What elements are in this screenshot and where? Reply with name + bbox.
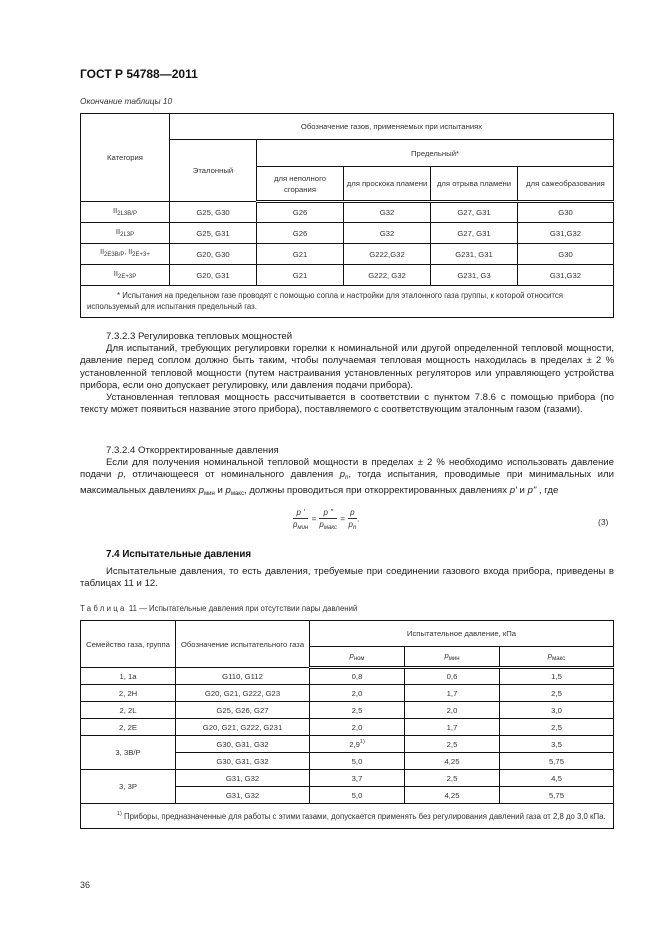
p-max-cell: 3,0 xyxy=(500,702,614,719)
table-row xyxy=(81,685,614,702)
p-min-cell: 2,5 xyxy=(405,736,500,753)
header-p-min xyxy=(405,647,500,668)
category-base: II xyxy=(100,249,105,256)
equals-sign: = xyxy=(311,514,317,524)
numerator: p " xyxy=(319,508,337,519)
period: . xyxy=(357,514,360,524)
table-row xyxy=(81,223,614,244)
p-nom-cell: 2,5 xyxy=(310,702,405,719)
header-incomplete-combustion: для неполного сгорания xyxy=(257,167,344,202)
header-limit: Предельный* xyxy=(257,140,614,167)
symbol-sub: мин xyxy=(297,525,309,531)
gas-cell: G31, G32 xyxy=(176,787,310,804)
symbol-sub: макс xyxy=(230,490,244,497)
header-family: Семейство газа, группа xyxy=(81,621,176,668)
text-run: и xyxy=(516,484,528,496)
header-pressure: Испытательное давление, кПа xyxy=(310,621,614,647)
table-11-caption xyxy=(80,604,357,613)
table-row xyxy=(81,202,614,223)
gas-cell: G30, G31, G32 xyxy=(176,753,310,770)
header-gas: Обозначение испытательного газа xyxy=(176,621,310,668)
gas-cell: G110, G112 xyxy=(176,668,310,685)
family-cell: 2, 2L xyxy=(81,702,176,719)
category-sub: 2E+3+ xyxy=(132,252,150,258)
denominator xyxy=(348,519,356,531)
section-7-4-paragraph: Испытательные давления, то есть давления, требуемые при соединении газового входа прибора, приведены в таблицах 11 и 12. xyxy=(80,566,614,590)
caption-text: 11 — Испытательные давления при отсутствии пары давлений xyxy=(126,604,358,613)
p-min-cell: 0,6 xyxy=(405,668,500,685)
symbol-p: p xyxy=(348,520,353,529)
flashback-cell: G222, G32 xyxy=(344,265,431,286)
symbol-sub: n xyxy=(345,475,349,482)
symbol-p-prime: p' xyxy=(509,484,517,496)
text-run: , должны проводиться при откорректированных давлениях xyxy=(243,484,510,496)
table-row xyxy=(81,770,614,787)
footnote-text: Приборы, предназначенные для работы с этими газами, допускается применять без регулирования давлений газа от 2,8 до 3,0 кПа. xyxy=(121,812,606,821)
table-row xyxy=(81,265,614,286)
symbol-p: p xyxy=(339,469,346,481)
symbol-p: p xyxy=(293,520,298,529)
symbol-sub: макс xyxy=(323,525,338,531)
section-heading: 7.3.2.4 Откорректированные давления xyxy=(106,445,279,456)
text-run: , тогда испытания, проводимые при минимальных или максимальных давлениях xyxy=(80,469,614,496)
symbol-p: p xyxy=(198,484,204,496)
incomplete-cell: G26 xyxy=(257,202,344,223)
denominator xyxy=(319,519,337,531)
p-min-cell: 4,25 xyxy=(405,787,500,804)
gas-cell: G20, G21, G222, G23 xyxy=(176,685,310,702)
document-header: ГОСТ Р 54788—2011 xyxy=(80,67,198,81)
p-max-cell: 2,5 xyxy=(500,719,614,736)
reference-cell: G20, G31 xyxy=(170,265,257,286)
section-7-3-2-3 xyxy=(80,331,614,416)
reference-cell: G25, G30 xyxy=(170,202,257,223)
symbol-sub: ном xyxy=(353,656,365,662)
gas-cell: G25, G26, G27 xyxy=(176,702,310,719)
family-cell: 1, 1a xyxy=(81,668,176,685)
numerator: p ' xyxy=(293,508,308,519)
table-row xyxy=(81,719,614,736)
category-sub: 2L3B/P xyxy=(117,210,137,217)
symbol-p: p xyxy=(117,469,124,481)
p-nom-cell: 0,8 xyxy=(310,668,405,685)
fraction xyxy=(348,508,356,531)
symbol-sub: мин xyxy=(448,656,460,662)
table-11 xyxy=(80,620,614,829)
table-footnote: * Испытания на предельном газе проводят с помощью сопла и настройки для эталонного газа группы, к которой относится используемый для испытания предельный газ. xyxy=(81,286,614,318)
table-row xyxy=(81,736,614,753)
soot-cell: G30 xyxy=(518,202,614,223)
gas-cell: G31, G32 xyxy=(176,770,310,787)
formula-3 xyxy=(292,508,360,531)
reference-cell: G25, G31 xyxy=(170,223,257,244)
flashback-cell: G32 xyxy=(344,223,431,244)
soot-cell: G31,G32 xyxy=(518,223,614,244)
lift-cell: G231, G3 xyxy=(431,265,518,286)
value: 2,9 xyxy=(349,740,360,749)
p-nom-cell xyxy=(310,736,405,753)
incomplete-cell: G26 xyxy=(257,223,344,244)
denominator xyxy=(293,519,308,531)
table-10 xyxy=(80,113,614,318)
symbol-sub: мин xyxy=(203,490,215,497)
symbol-sub: макс xyxy=(552,656,566,662)
p-nom-cell: 2,0 xyxy=(310,685,405,702)
reference-cell: G20, G30 xyxy=(170,244,257,265)
p-min-cell: 1,7 xyxy=(405,719,500,736)
p-nom-cell: 5,0 xyxy=(310,753,405,770)
category-cell xyxy=(81,223,170,244)
category-sub: 2E3B/P xyxy=(104,252,125,258)
soot-cell: G30 xyxy=(518,244,614,265)
table-row xyxy=(81,244,614,265)
caption-prefix: Таблица xyxy=(80,604,127,613)
p-nom-cell: 2,0 xyxy=(310,719,405,736)
section-7-3-2-4 xyxy=(80,445,614,500)
p-max-cell: 2,5 xyxy=(500,685,614,702)
gas-cell: G20, G21, G222, G231 xyxy=(176,719,310,736)
symbol-p: p xyxy=(349,651,354,660)
p-nom-cell: 5,0 xyxy=(310,787,405,804)
lift-cell: G27, G31 xyxy=(431,202,518,223)
p-min-cell: 1,7 xyxy=(405,685,500,702)
equals-sign: = xyxy=(340,514,345,524)
paragraph xyxy=(80,457,614,500)
header-flashback: для проскока пламени xyxy=(344,167,431,202)
family-cell: 3, 3P xyxy=(81,770,176,804)
header-gas-designation: Обозначение газов, применяемых при испытаниях xyxy=(170,114,614,140)
symbol-p: p xyxy=(547,651,553,660)
footnote-ref: 1) xyxy=(359,739,365,745)
header-flame-lift: для отрыва пламени xyxy=(431,167,518,202)
p-max-cell: 5,75 xyxy=(500,787,614,804)
p-max-cell: 5,75 xyxy=(500,753,614,770)
lift-cell: G231, G31 xyxy=(431,244,518,265)
header-p-max xyxy=(500,647,614,668)
paragraph: Для испытаний, требующих регулировки горелки к номинальной или другой определенной тепловой мощности, давление перед соплом должно быть таким, чтобы получаемая тепловая мощность находилась в пределах ± 2 % установленной тепловой мощности (путем настраивания установленных регуляторов или управляющего устройства прибора, если оно допускает регулировку, или давления подачи прибора). xyxy=(80,343,614,391)
category-base: II xyxy=(128,249,133,256)
gas-cell: G30, G31, G32 xyxy=(176,736,310,753)
header-category: Категория xyxy=(81,114,170,202)
p-nom-cell: 3,7 xyxy=(310,770,405,787)
table-row xyxy=(81,668,614,685)
equation-number: (3) xyxy=(598,517,609,527)
header-p-nom xyxy=(310,647,405,668)
symbol-p: p xyxy=(444,651,449,660)
page-number: 36 xyxy=(80,880,91,890)
family-cell: 2, 2H xyxy=(81,685,176,702)
symbol-sub: n xyxy=(352,525,357,531)
p-min-cell: 4,25 xyxy=(405,753,500,770)
incomplete-cell: G21 xyxy=(257,244,344,265)
fraction xyxy=(293,508,308,531)
incomplete-cell: G21 xyxy=(257,265,344,286)
footnote-mark: 1) xyxy=(117,811,122,817)
p-max-cell: 1,5 xyxy=(500,668,614,685)
family-cell: 3, 3B/P xyxy=(81,736,176,770)
table-row xyxy=(81,702,614,719)
category-separator: , xyxy=(124,249,129,256)
category-cell xyxy=(81,244,170,265)
category-sub: 2E+3P xyxy=(118,273,137,280)
text-run: Если для получения номинальной тепловой мощности в пределах ± 2 % необходимо использовать давление подачи xyxy=(80,457,614,481)
table-continuation-label: Окончание таблицы 10 xyxy=(80,96,173,106)
text-run: , где xyxy=(536,484,559,496)
category-base: II xyxy=(115,226,121,236)
category-cell xyxy=(81,265,170,286)
flashback-cell: G222,G32 xyxy=(344,244,431,265)
p-min-cell: 2,0 xyxy=(405,702,500,719)
section-7-4-heading: 7.4 Испытательные давления xyxy=(106,549,252,560)
category-base: II xyxy=(113,268,119,278)
lift-cell: G27, G31 xyxy=(431,223,518,244)
flashback-cell: G32 xyxy=(344,202,431,223)
category-base: II xyxy=(113,205,118,215)
text-run: , отличающееся от номинального давления xyxy=(123,469,340,481)
soot-cell: G31,G32 xyxy=(518,265,614,286)
header-sooting: для сажеобразования xyxy=(518,167,614,202)
symbol-p-double-prime: p" xyxy=(527,484,537,496)
symbol-p: p xyxy=(319,520,324,529)
paragraph: Установленная тепловая мощность рассчитывается в соответствии с пунктом 7.8.6 с помощью прибора (по тексту может появиться название этого прибора), поставляемого с соответствующим эталонным газом (газами). xyxy=(80,392,614,416)
symbol-p: p xyxy=(225,484,231,496)
category-sub: 2L3P xyxy=(120,231,135,238)
p-max-cell: 4,5 xyxy=(500,770,614,787)
header-reference: Эталонный xyxy=(170,140,257,202)
fraction xyxy=(319,508,337,531)
text-run: и xyxy=(214,484,226,496)
family-cell: 2, 2E xyxy=(81,719,176,736)
category-cell xyxy=(81,202,170,223)
numerator: p xyxy=(350,508,355,517)
table-footnote xyxy=(81,804,614,829)
p-max-cell: 3,5 xyxy=(500,736,614,753)
section-heading: 7.3.2.3 Регулировка тепловых мощностей xyxy=(106,331,293,342)
p-min-cell: 2,5 xyxy=(405,770,500,787)
